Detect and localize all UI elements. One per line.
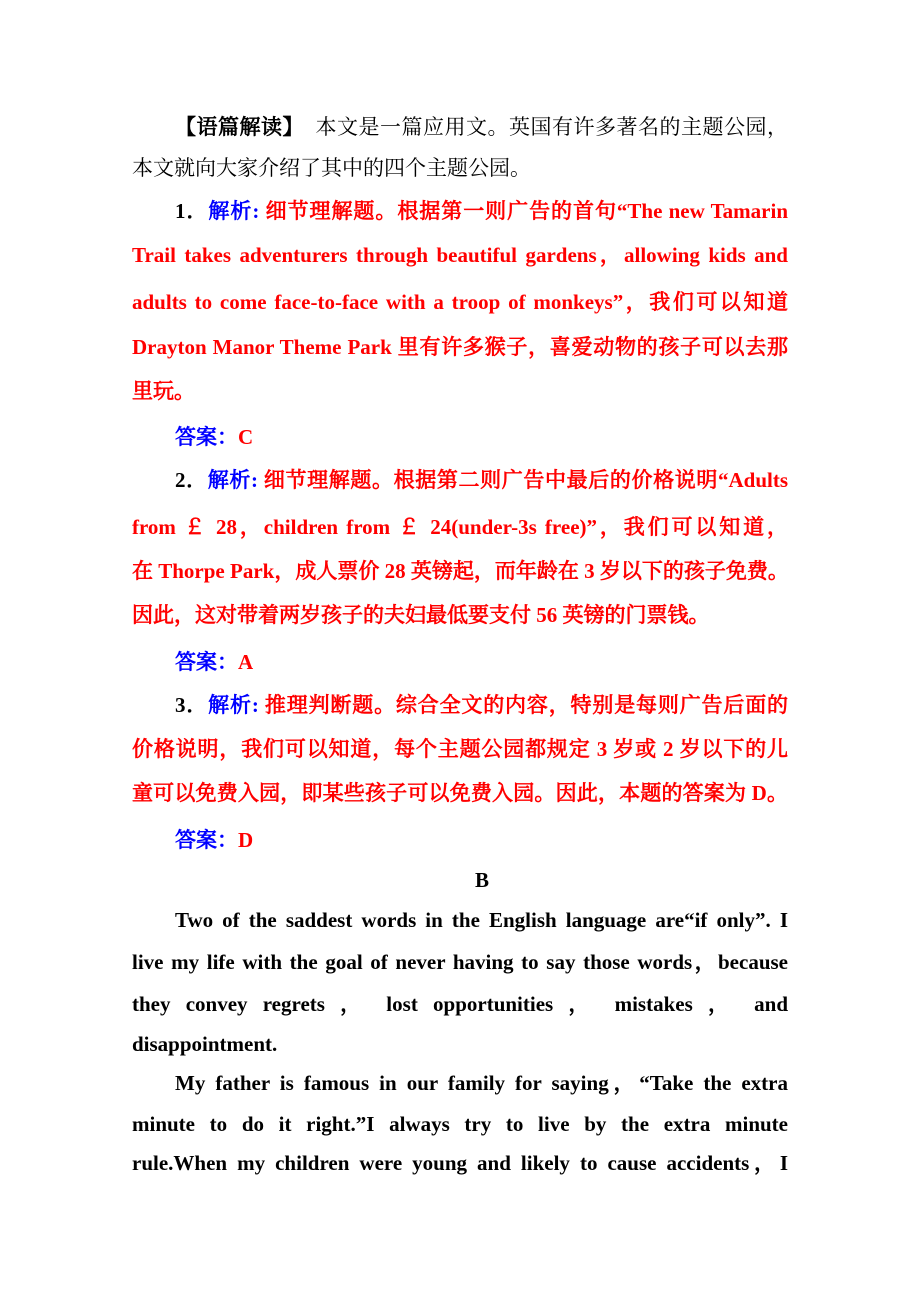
q2-text: 细节理解题。根据第二则广告中最后的价格说明“Adults: [263, 468, 788, 492]
q3-number: 3．: [175, 693, 209, 717]
q1-line-3: adults to come face-to-face with a troop of monkeys”，我们可以知道: [132, 290, 788, 314]
q2-line-2: from ￡ 28，children from ￡ 24(under-3s free)”，我们可以知道，: [132, 515, 788, 539]
section-heading: B: [474, 868, 489, 892]
intro-line-2: 本文就向大家介绍了其中的四个主题公园。: [132, 156, 531, 180]
q2-answer: [132, 647, 788, 677]
intro-text: 本文是一篇应用文。英国有许多著名的主题公园，: [315, 115, 788, 139]
q1-analysis-label: 解析:: [208, 199, 260, 223]
q1-number: 1．: [175, 199, 209, 223]
answer-value: D: [238, 828, 254, 852]
answer-label: 答案：: [175, 650, 238, 674]
passage-line: minute to do it right.”I always try to live by the extra minute: [132, 1112, 788, 1136]
q1-line-1: [132, 196, 788, 226]
passage-line: rule.When my children were young and likely to cause accidents，I: [132, 1151, 788, 1175]
q1-line-4: Drayton Manor Theme Park 里有许多猴子，喜爱动物的孩子可以去那: [132, 335, 788, 359]
q1-text: 细节理解题。根据第一则广告的首句“The new Tamarin: [265, 199, 789, 223]
q3-line-1: [132, 690, 788, 720]
q3-text: 推理判断题。综合全文的内容，特别是每则广告后面的: [264, 693, 789, 717]
intro-label: 【语篇解读】: [175, 115, 304, 139]
q2-line-4: 因此，这对带着两岁孩子的夫妇最低要支付 56 英镑的门票钱。: [132, 603, 710, 627]
q1-line-5: 里玩。: [132, 379, 195, 403]
q1-line-2: Trail takes adventurers through beautiful gardens，allowing kids and: [132, 243, 788, 267]
q2-analysis-label: 解析:: [207, 468, 258, 492]
passage-line: My father is famous in our family for saying，“Take the extra: [175, 1071, 788, 1095]
q2-line-1: [132, 465, 788, 495]
q3-line-3: 童可以免费入园，即某些孩子可以免费入园。因此，本题的答案为 D。: [132, 781, 788, 805]
passage-line: Two of the saddest words in the English language are“if only”. I: [175, 908, 788, 932]
q2-line-3: 在 Thorpe Park，成人票价 28 英镑起，而年龄在 3 岁以下的孩子免费。: [132, 559, 789, 583]
answer-label: 答案：: [175, 828, 238, 852]
q3-answer: [132, 825, 788, 855]
intro-line-1: [132, 112, 788, 142]
q3-analysis-label: 解析:: [208, 693, 259, 717]
passage-line: disappointment.: [132, 1032, 278, 1056]
passage-line: they convey regrets ， lost opportunities ， mistakes ， and: [132, 992, 788, 1016]
answer-label: 答案：: [175, 425, 238, 449]
answer-value: C: [238, 425, 254, 449]
q3-line-2: 价格说明，我们可以知道，每个主题公园都规定 3 岁或 2 岁以下的儿: [132, 737, 788, 761]
passage-line: live my life with the goal of never having to say those words，because: [132, 950, 788, 974]
q2-number: 2．: [175, 468, 208, 492]
q1-answer: [132, 422, 788, 452]
answer-value: A: [238, 650, 254, 674]
